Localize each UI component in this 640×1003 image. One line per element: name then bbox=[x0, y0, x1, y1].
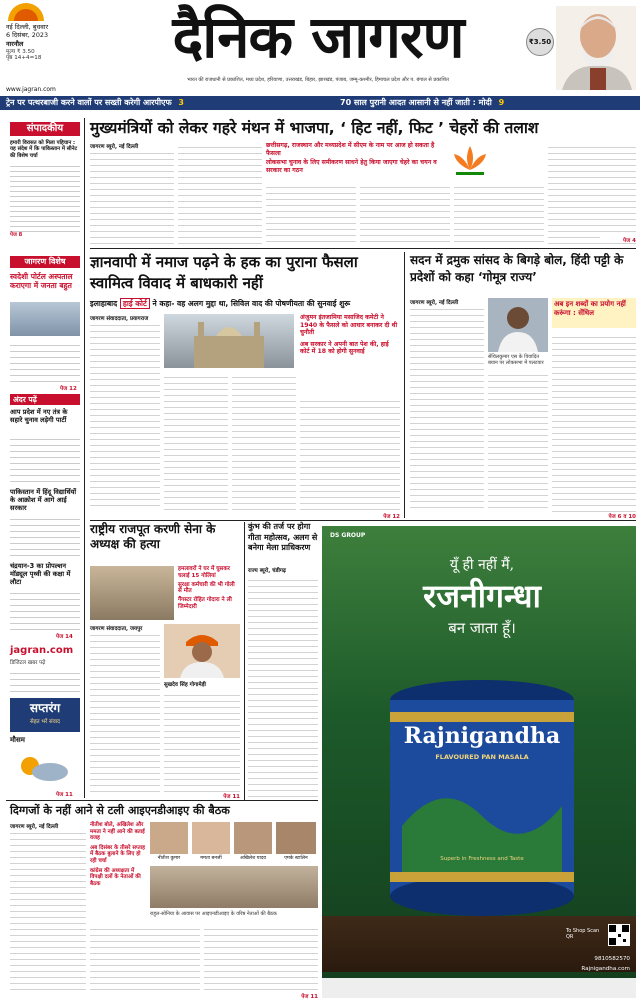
sansad-headline[interactable]: सदन में द्रमुक सांसद के बिगड़े बोल, हिंदी पट्टी के प्रदेशों को कहा ‘गोमूत्र राज्य’ bbox=[410, 253, 624, 284]
price: मूल्य ₹ 3.50 bbox=[6, 48, 35, 55]
andar-body3 bbox=[10, 588, 80, 632]
lead-highlight2: लोकसभा चुनाव के लिए समीकरण साधने हेतु किया जाएगा चेहरे का चयन व सरकार का गठन bbox=[266, 159, 437, 174]
ad-product: Rajnigandha bbox=[403, 723, 561, 749]
tagline: भारत की राजधानी से प्रकाशित, मध्य प्रदेश, हरियाणा, उत्तराखंड, बिहार, झारखंड, पंजाब, जम्मू-कश्मीर, हिमाचल प्रदेश और प. बंगाल से प्रकाशित bbox=[187, 77, 449, 83]
sansad-col2 bbox=[488, 370, 548, 512]
modi-photo bbox=[556, 6, 636, 90]
kumbh-col bbox=[248, 575, 318, 797]
bottom-byline: जागरण ब्यूरो, नई दिल्ली bbox=[10, 822, 86, 829]
lead-col5 bbox=[454, 182, 544, 244]
qr-code-icon[interactable] bbox=[608, 924, 630, 946]
andar-body1 bbox=[10, 434, 80, 484]
jagran-com-body bbox=[10, 668, 80, 696]
karni-photo bbox=[90, 566, 174, 620]
sansad-box[interactable]: अब इन शब्दों का प्रयोग नहीं करूंगा : सेंथिल bbox=[552, 298, 636, 328]
ticker-right[interactable]: 70 साल पुरानी आदत आसानी से नहीं जाती : मोदी 9 bbox=[340, 98, 505, 107]
logo: दैनिक जागरण bbox=[172, 3, 464, 71]
gyanvapi-byline: जागरण संवाददाता, प्रयागराज bbox=[90, 314, 160, 321]
leader-name-3: अखिलेश यादव bbox=[239, 856, 267, 861]
gyanvapi-photo bbox=[164, 314, 294, 368]
sansad-col3 bbox=[552, 332, 636, 512]
bottom-rule bbox=[6, 800, 318, 801]
ad-warning-strip bbox=[322, 978, 636, 998]
ad-phone: 9810582570 bbox=[594, 956, 630, 962]
ad-shop: To Shop Scan QR bbox=[566, 928, 600, 940]
sun-logo-icon bbox=[6, 4, 46, 22]
lead-rule bbox=[90, 248, 636, 249]
ad-tagline2: रजनीगन्धा bbox=[423, 577, 541, 615]
meeting-caption: राहुल-सोनिया के आवास पर आइएनडीआइए के वरिष्ठ नेताओं की बैठक bbox=[150, 911, 277, 917]
city-date: नई दिल्ली, बुधवार bbox=[6, 23, 49, 31]
bottom-box1: नीतीश बोले, अखिलेश और ममता ने नहीं आने की बताई वजह bbox=[90, 822, 145, 842]
karni-bullet3: गैंगस्टर रोहित गोदारा ने ली जिम्मेदारी bbox=[178, 597, 232, 610]
bottom-col3 bbox=[204, 924, 318, 990]
jagran-vishesh-title[interactable]: स्वदेशी पोर्टल अस्पताल कराएगा में जनता बहुत bbox=[10, 272, 73, 290]
andar-item1[interactable]: आप प्रदेश में नए तंत्र के सहारे चुनाव लड़ेगी पार्टी bbox=[10, 408, 68, 424]
weather-header: मौसम bbox=[10, 736, 25, 744]
ad-product-small: Superb in Freshness and Taste bbox=[440, 856, 524, 862]
leader-photo-2 bbox=[192, 822, 230, 854]
andar-header: अंदर पढ़ें bbox=[10, 394, 80, 405]
sansad-col1 bbox=[410, 298, 484, 512]
gyanvapi-col1 bbox=[90, 314, 160, 510]
gyanvapi-deck: इलाहाबाद हाई कोर्ट ने कहा- वह अलग मुद्दा था, सिविल वाद की पोषणीयता की सुनवाई शुरू bbox=[90, 299, 351, 308]
karni-byline: जागरण संवाददाता, जयपुर bbox=[90, 624, 160, 631]
bottom-box2: अब दिसंबर के तीसरे सप्ताह में बैठक बुलाने के लिए हो रही चर्चा bbox=[90, 844, 145, 864]
lead-col3 bbox=[266, 182, 356, 244]
lead-headline[interactable]: मुख्यमंत्रियों को लेकर गहरे मंथन में भाजपा, ‘ हिट नहीं, फिट ’ चेहरों की तलाश bbox=[90, 119, 539, 137]
karni-headline[interactable]: राष्ट्रीय राजपूत करणी सेना के अध्यक्ष की हत्या bbox=[90, 522, 216, 551]
left-divider bbox=[84, 118, 85, 798]
gyanvapi-headline[interactable]: ज्ञानवापी में नमाज पढ़ने के हक का पुराना फैसला स्वामित्व विवाद में बाधकारी नहीं bbox=[90, 253, 358, 292]
lead-page: पेज 4 bbox=[600, 236, 636, 243]
leader-photo-1 bbox=[150, 822, 188, 854]
leader-photos bbox=[150, 822, 318, 864]
mid-rule bbox=[90, 520, 636, 521]
saptrang-title: सप्तरंग bbox=[29, 701, 61, 715]
rajnigandha-ad[interactable] bbox=[322, 526, 636, 998]
gyanvapi-col2 bbox=[164, 372, 228, 510]
gyanvapi-page: पेज 12 bbox=[383, 514, 400, 520]
sansad-caption: सेंथिलकुमार एस के विवादित बयान पर लोकसभा में पलटवार bbox=[488, 354, 544, 366]
lead-col2 bbox=[178, 142, 262, 244]
karni-bullets bbox=[178, 566, 240, 620]
ticker-left[interactable]: ट्रेन पर पत्थरबाजी करने वालों पर सख्ती करेगी आरपीएफ 3 bbox=[6, 98, 184, 107]
vishesh-page: पेज 12 bbox=[60, 386, 77, 392]
andar-item3[interactable]: चंद्रयान-3 का प्रोपल्शन मॉड्यूल पृथ्वी की कक्षा में लौटा bbox=[10, 562, 71, 586]
ad-tagline1: यूँ ही नहीं मैं, bbox=[449, 557, 515, 573]
masthead-meta bbox=[6, 4, 96, 74]
price-badge: ₹3.50 bbox=[526, 28, 554, 56]
weather-icon bbox=[10, 748, 80, 788]
bottom-box3: कांग्रेस की अध्यक्षता में विपक्षी दलों के नेताओं की बैठक bbox=[90, 867, 141, 887]
editorial-body: हमारी विरासत को मिला पहिचान : यह संदेश में कि पाकिस्तान में सीनेट की विशेष चर्चा पेज 8 bbox=[10, 140, 80, 250]
lead-col6 bbox=[548, 142, 636, 244]
ad-tagline3: बन जाता हूँ। bbox=[448, 619, 516, 637]
jagran-com-logo[interactable]: jagran.com bbox=[10, 645, 74, 656]
ticker-bar bbox=[0, 96, 640, 110]
pages: पृष्ठ 14+4=18 bbox=[6, 55, 42, 62]
gyanvapi-bullet1: अंजुमन इंतजामिया मसाजिद कमेटी ने 1940 के फैसले को आधार बनाकर दी थी चुनौती bbox=[300, 314, 398, 337]
website[interactable]: www.jagran.com bbox=[6, 86, 56, 93]
lead-col1 bbox=[90, 142, 174, 244]
vishesh-photo bbox=[10, 302, 80, 336]
bottom-page: पेज 11 bbox=[301, 994, 318, 1000]
bottom-col1 bbox=[10, 822, 86, 994]
jagran-vishesh-header: जागरण विशेष bbox=[10, 256, 80, 268]
mid-divider bbox=[404, 252, 405, 518]
leader-name-2: ममता बनर्जी bbox=[200, 856, 222, 861]
karni-caption: सुखदेव सिंह गोगामेड़ी bbox=[164, 682, 206, 688]
bjp-lotus-icon bbox=[450, 142, 490, 178]
ad-product-sub: FLAVOURED PAN MASALA bbox=[435, 753, 529, 761]
meeting-photo bbox=[150, 866, 318, 908]
jagran-com-sub: डिजिटल खबर पढ़ें bbox=[10, 660, 46, 666]
kumbh-headline[interactable]: कुंभ की तर्ज पर होगा गीता महोत्सव, अलग से बनेगा मेला प्राधिकरण bbox=[248, 522, 318, 552]
sansad-byline: जागरण ब्यूरो, नई दिल्ली bbox=[410, 298, 484, 305]
andar-page: पेज 14 bbox=[56, 634, 73, 640]
ad-site[interactable]: Rajnigandha.com bbox=[581, 966, 630, 972]
bottom-headline[interactable]: दिग्गजों के नहीं आने से टली आइएनडीआइए की बैठक bbox=[10, 804, 230, 817]
lead-highlight1: छत्तीसगढ़, राजस्थान और मध्यप्रदेश में सीएम के नाम पर आज हो सकता है फैसला bbox=[266, 142, 435, 157]
side-page: पेज 11 bbox=[56, 792, 73, 798]
karni-page: पेज 11 bbox=[223, 794, 240, 800]
edition: नारनौल bbox=[6, 40, 24, 48]
saptrang-sub: सेहत भरें संवाद bbox=[30, 719, 60, 725]
karni-col1 bbox=[90, 624, 160, 792]
leader-photo-3 bbox=[234, 822, 272, 854]
leader-name-1: नीतीश कुमार bbox=[157, 856, 181, 861]
bottom-boxes bbox=[90, 822, 146, 922]
andar-body2 bbox=[10, 514, 80, 558]
andar-item2[interactable]: पाकिस्तान में हिंदू विद्यार्थियों के आक्रोश में आगे आई सरकार bbox=[10, 488, 77, 512]
date: 6 दिसंबर, 2023 bbox=[6, 30, 49, 39]
gyanvapi-bullet2: अब सरकार ने अपनी बात पेश की, हाई कोर्ट में 18 को होगी सुनवाई bbox=[300, 340, 389, 356]
leader-name-4: एमके स्टालिन bbox=[284, 856, 308, 861]
karni-bullet1: हमलावरों ने घर में घुसकर चलाई 15 गोलियां bbox=[178, 566, 230, 579]
karni-bullet2: सुरक्षा कर्मचारी की भी गोली से मौत bbox=[178, 581, 235, 595]
lead-byline: जागरण ब्यूरो, नई दिल्ली bbox=[90, 142, 174, 149]
lead-highlights bbox=[266, 142, 446, 178]
karni-divider bbox=[244, 522, 245, 800]
karni-col2 bbox=[164, 690, 240, 792]
ad-tin-icon bbox=[382, 676, 582, 916]
ad-group: DS GROUP bbox=[330, 532, 366, 539]
gyanvapi-bullets bbox=[300, 314, 400, 394]
vishesh-body bbox=[10, 340, 80, 384]
karni-portrait bbox=[164, 624, 240, 678]
leader-photo-4 bbox=[276, 822, 316, 854]
sansad-photo bbox=[488, 298, 548, 352]
editorial-header: संपादकीय bbox=[10, 122, 80, 136]
saptrang-box[interactable] bbox=[10, 698, 80, 732]
lead-col4 bbox=[360, 182, 450, 244]
sansad-page: पेज 6 व 10 bbox=[608, 514, 636, 520]
gyanvapi-col4 bbox=[300, 396, 400, 510]
kumbh-byline: राज्य ब्यूरो, चंडीगढ़ bbox=[248, 568, 286, 574]
gyanvapi-col3 bbox=[232, 372, 296, 510]
bottom-col2 bbox=[90, 924, 200, 994]
